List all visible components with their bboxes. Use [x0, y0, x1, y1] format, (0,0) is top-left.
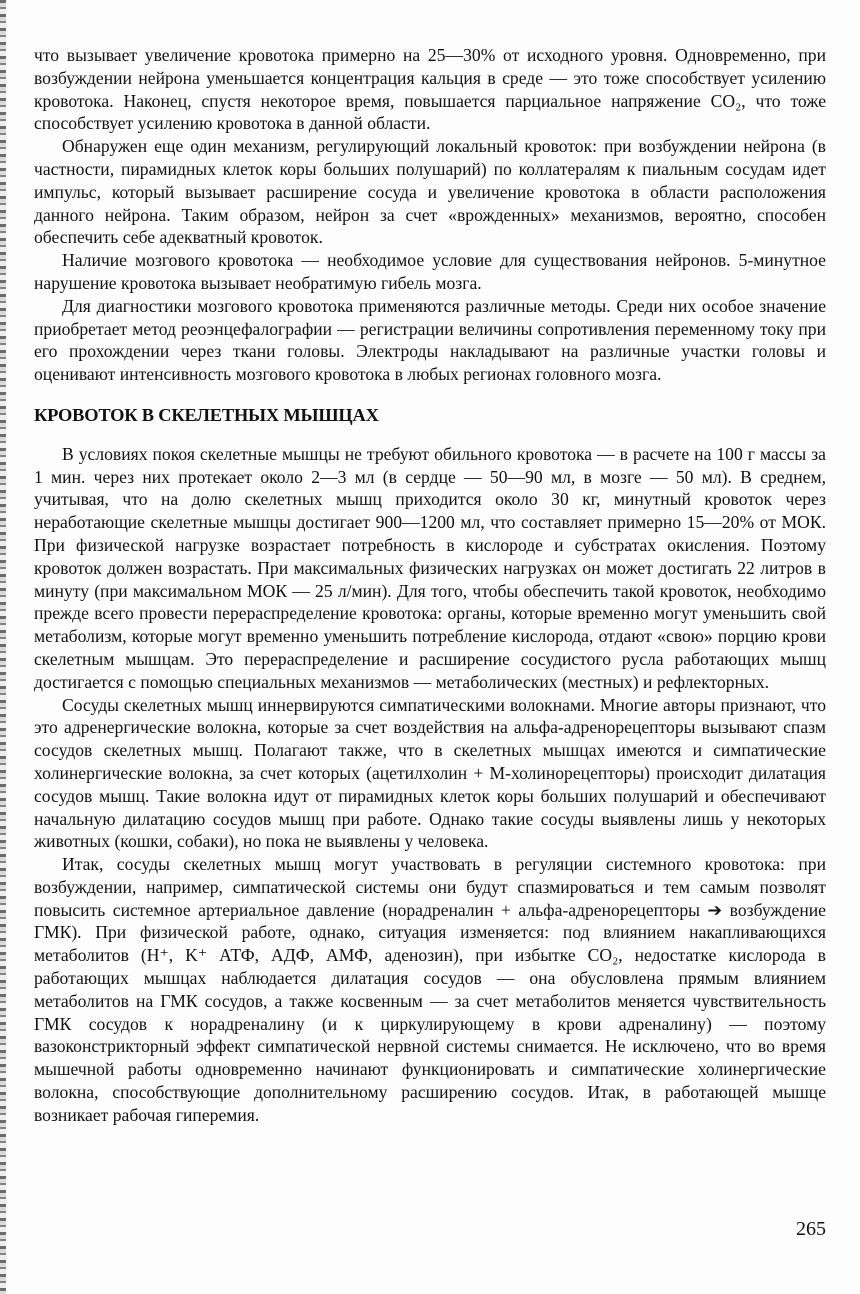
paragraph-collateral-mechanism: Обнаружен еще один механизм, регулирующий локальный кровоток: при возбуждении нейрона (в частности, пирамидных клеток коры больших полушарий) по коллатералям к пиальным сосудам идет импульс, который вызывает расширение сосуда и увеличение кровотока в области расположения данного нейрона. Таким образом, нейрон за счет «врожденных» механизмов, вероятно, способен обеспечить себе адекватный кровоток. [34, 136, 826, 248]
paragraph-sympathetic-innervation: Сосуды скелетных мышц иннервируются симпатическими волокнами. Многие авторы признают, что это адренергические волокна, которые за счет воздействия на альфа-адренорецепторы вызывают спазм сосудов скелетных мышц. Полагают также, что в скелетных мышцах имеются и симпатические холинергические волокна, за счет которых (ацетилхолин + М-холинорецепторы) происходит дилатация сосудов мышц. Такие волокна идут от пирамидных клеток коры больших полушарий и обеспечивают начальную дилатацию сосудов мышц при работе. Однако такие сосуды выявлены лишь у некоторых животных (кошки, собаки), но пока не выявлены у человека. [34, 694, 826, 852]
page-number: 265 [796, 1218, 826, 1240]
paragraph-cerebral-flow-continuation: что вызывает увеличение кровотока примерно на 25—30% от исходного уровня. Одновременно, при возбуждении нейрона уменьшается концентрация кальция в среде — это тоже способствует усилению кровотока. Наконец, спустя некоторое время, повышается парциальное напряжение CO₂, что тоже способствует усилению кровотока в данной области. [34, 45, 826, 134]
paragraph-resting-muscle-flow: В условиях покоя скелетные мышцы не требуют обильного кровотока — в расчете на 100 г массы за 1 мин. через них протекает около 2—3 мл (в сердце — 50—90 мл, в мозге — 50 мл). В среднем, учитывая, что на долю скелетных мышц приходится около 30 кг, минутный кровоток через неработающие скелетные мышцы достигает 900—1200 мл, что составляет примерно 15—20% от МОК. При физической нагрузке возрастает потребность в кислороде и субстратах окисления. Поэтому кровоток должен возрастать. При максимальных физических нагрузках он может достигать 22 литров в минуту (при максимальном МОК — 25 л/мин). Для того, чтобы обеспечить такой кровоток, необходимо прежде всего провести перераспределение кровотока: органы, которые временно могут уменьшить свой метаболизм, которые могут временно уменьшить потребление кислорода, отдают «свою» порцию крови скелетным мышцам. Это перераспределение и расширение сосудистого русла работающих мышц достигается с помощью специальных механизмов — метаболических (местных) и рефлекторных. [34, 443, 826, 692]
section-heading: КРОВОТОК В СКЕЛЕТНЫХ МЫШЦАХ [34, 404, 379, 425]
binding-edge-shadow [0, 0, 6, 1294]
paragraph-cerebral-flow-necessity: Наличие мозгового кровотока — необходимое условие для существования нейронов. 5-минутное нарушение кровотока вызывает необратимую гибель мозга. [34, 250, 826, 293]
paragraph-rheoencephalography: Для диагностики мозгового кровотока применяются различные методы. Среди них особое значение приобретает метод реоэнцефалографии — регистрации величины сопротивления переменному току при его прохождении через ткани головы. Электроды накладывают на различные участки головы и оценивают интенсивность мозгового кровотока в любых регионах головного мозга. [34, 295, 826, 385]
page-text [34, 44, 826, 1127]
paragraph-working-hyperemia: Итак, сосуды скелетных мышц могут участвовать в регуляции системного кровотока: при возбуждении, например, симпатической системы они будут спазмироваться и тем самым позволят повысить системное артериальное давление (норадреналин + альфа-адренорецепторы ➔ возбуждение ГМК). При физической работе, однако, ситуация изменяется: под влиянием накапливающихся метаболитов (H⁺, K⁺ АТФ, АДФ, АМФ, аденозин), при избытке CO₂, недостатке кислорода в работающих мышцах наблюдается дилатация сосудов — она обусловлена прямым влиянием метаболитов на ГМК сосудов, а также косвенным — за счет метаболитов меняется чувствительность ГМК сосудов к норадреналину (и к циркулирующему в крови адреналину) — поэтому вазоконстрикторный эффект симпатической нервной системы снимается. Не исключено, что во время мышечной работы одновременно начинают функционировать и симпатические холинергические волокна, способствующие дополнительному расширению сосудов. Итак, в работающей мышце возникает рабочая гиперемия. [34, 854, 826, 1125]
